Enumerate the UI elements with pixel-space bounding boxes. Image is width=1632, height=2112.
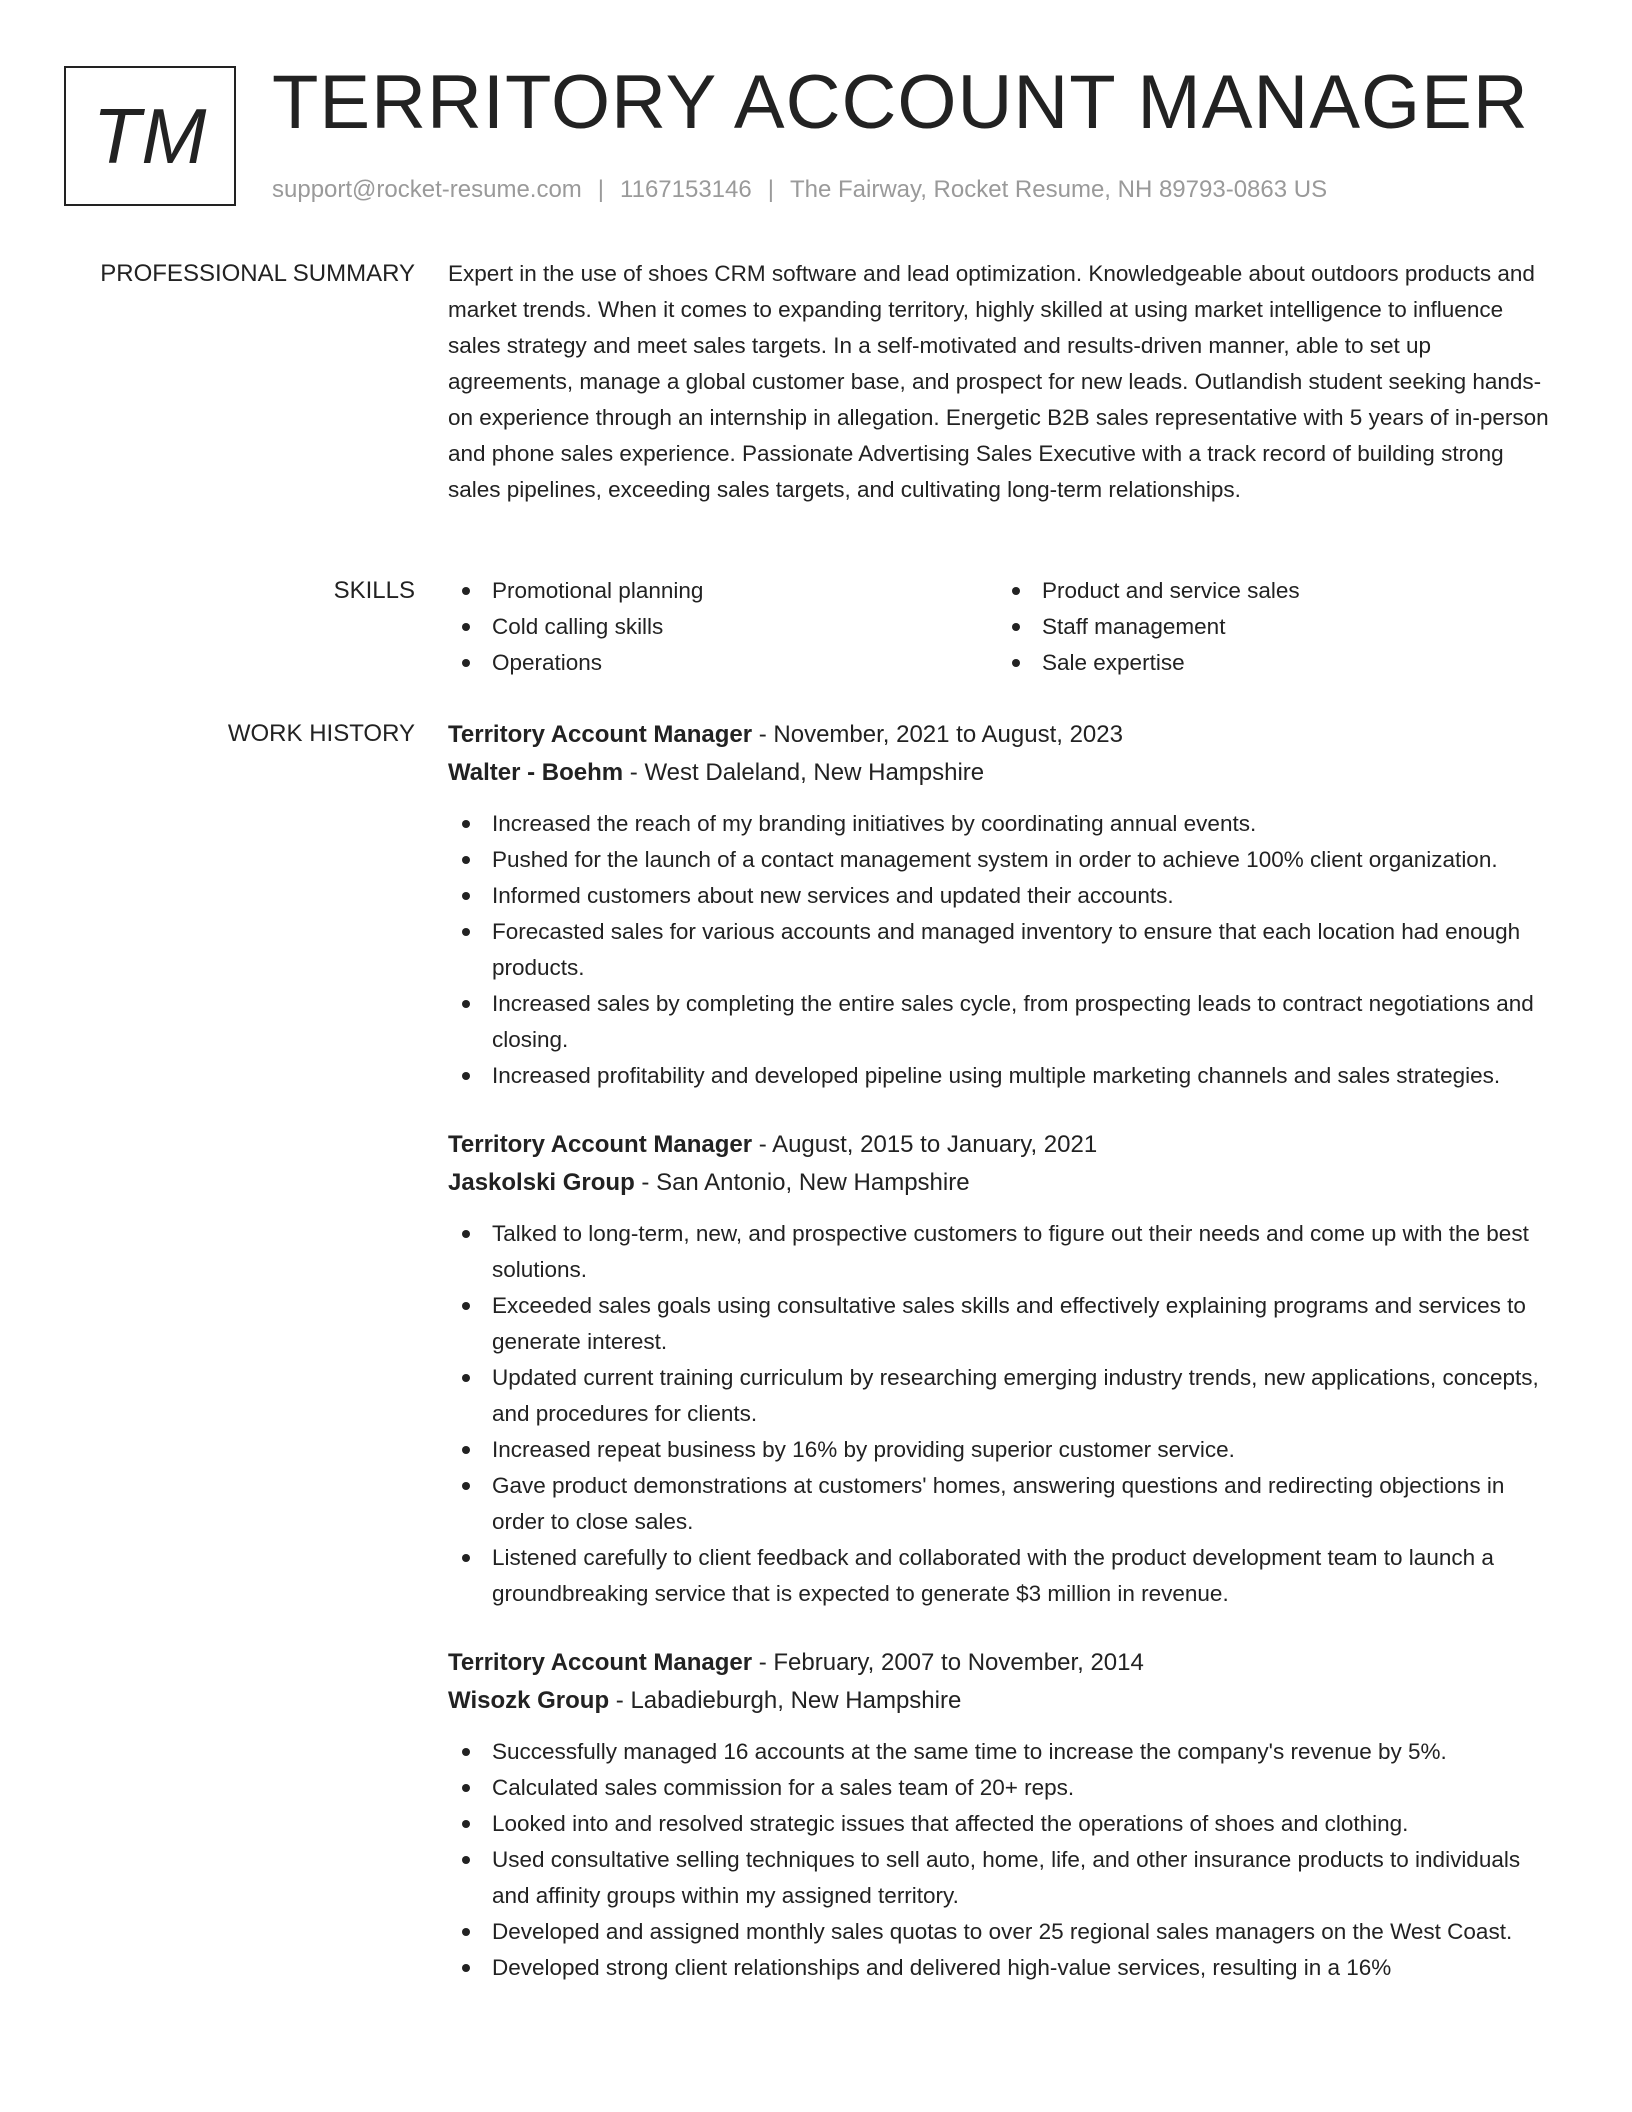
- skills-heading: SKILLS: [333, 577, 415, 604]
- job-bullet: Talked to long-term, new, and prospective customers to figure out their needs and come up with the best solutions.: [448, 1216, 1558, 1288]
- contact-email[interactable]: support@rocket-resume.com: [272, 176, 582, 203]
- job-title: Territory Account Manager: [448, 721, 753, 748]
- job-title-line: [448, 1644, 1558, 1682]
- job-bullet: Listened carefully to client feedback and collaborated with the product development team to launch a groundbreaking service that is expected to generate $3 million in revenue.: [448, 1540, 1558, 1612]
- job-location: - Labadieburgh, New Hampshire: [609, 1687, 962, 1714]
- job-bullet: Updated current training curriculum by researching emerging industry trends, new applications, concepts, and procedures for clients.: [448, 1360, 1558, 1432]
- job-bullet: Gave product demonstrations at customers' homes, answering questions and redirecting objections in order to close sales.: [448, 1468, 1558, 1540]
- skill-item: Staff management: [998, 609, 1548, 645]
- job-entry: [448, 1644, 1558, 1986]
- skill-item: Product and service sales: [998, 573, 1548, 609]
- job-company-line: [448, 1682, 1558, 1720]
- skills-body: [448, 573, 1558, 681]
- job-company-line: [448, 1164, 1558, 1202]
- skill-item: Sale expertise: [998, 645, 1548, 681]
- work-history-body: [448, 716, 1558, 2018]
- job-entry: [448, 1126, 1558, 1612]
- job-bullet-list: [448, 806, 1558, 1094]
- job-bullet: Developed strong client relationships and delivered high-value services, resulting in a 16%: [448, 1950, 1558, 1986]
- job-dates: - February, 2007 to November, 2014: [752, 1649, 1144, 1676]
- job-bullet-list: [448, 1216, 1558, 1612]
- skills-column-right: [998, 573, 1548, 681]
- skills-column-left: [448, 573, 998, 681]
- job-bullet: Increased profitability and developed pipeline using multiple marketing channels and sales strategies.: [448, 1058, 1558, 1094]
- summary-heading: PROFESSIONAL SUMMARY: [100, 260, 415, 287]
- job-bullet-list: [448, 1734, 1558, 1986]
- job-bullet: Exceeded sales goals using consultative sales skills and effectively explaining programs and services to generate interest.: [448, 1288, 1558, 1360]
- job-dates: - November, 2021 to August, 2023: [752, 721, 1123, 748]
- contact-line: [272, 172, 1327, 208]
- monogram-initials: TM: [92, 91, 208, 180]
- job-bullet: Increased the reach of my branding initiatives by coordinating annual events.: [448, 806, 1558, 842]
- job-location: - San Antonio, New Hampshire: [634, 1169, 970, 1196]
- resume-title: TERRITORY ACCOUNT MANAGER: [272, 60, 1529, 145]
- job-title: Territory Account Manager: [448, 1649, 753, 1676]
- monogram: [64, 66, 236, 206]
- job-company-line: [448, 754, 1558, 792]
- job-company: Walter - Boehm: [448, 759, 624, 786]
- skill-item: Promotional planning: [448, 573, 998, 609]
- job-bullet: Used consultative selling techniques to sell auto, home, life, and other insurance products to individuals and affinity groups within my assigned territory.: [448, 1842, 1558, 1914]
- job-company: Jaskolski Group: [448, 1169, 635, 1196]
- summary-text: Expert in the use of shoes CRM software and lead optimization. Knowledgeable about outdoors products and market trends. When it comes to expanding territory, highly skilled at using market intelligence to influence sales strategy and meet sales targets. In a self-motivated and results-driven manner, able to set up agreements, manage a global customer base, and prospect for new leads. Outlandish student seeking hands-on experience through an internship in allegation. Energetic B2B sales representative with 5 years of in-person and phone sales experience. Passionate Advertising Sales Executive with a track record of building strong sales pipelines, exceeding sales targets, and cultivating long-term relationships.: [448, 261, 1549, 502]
- job-bullet: Successfully managed 16 accounts at the same time to increase the company's revenue by 5%.: [448, 1734, 1558, 1770]
- job-dates: - August, 2015 to January, 2021: [752, 1131, 1098, 1158]
- job-title-line: [448, 1126, 1558, 1164]
- skill-item: Operations: [448, 645, 998, 681]
- contact-separator: |: [767, 176, 774, 203]
- contact-separator: |: [597, 176, 605, 203]
- job-bullet: Informed customers about new services and updated their accounts.: [448, 878, 1558, 914]
- job-bullet: Increased sales by completing the entire sales cycle, from prospecting leads to contract negotiations and closing.: [448, 986, 1558, 1058]
- skill-item: Cold calling skills: [448, 609, 998, 645]
- job-bullet: Increased repeat business by 16% by providing superior customer service.: [448, 1432, 1558, 1468]
- job-bullet: Looked into and resolved strategic issues that affected the operations of shoes and clothing.: [448, 1806, 1558, 1842]
- job-company: Wisozk Group: [448, 1687, 610, 1714]
- job-bullet: Calculated sales commission for a sales team of 20+ reps.: [448, 1770, 1558, 1806]
- contact-address: The Fairway, Rocket Resume, NH 89793-0863 US: [789, 176, 1328, 203]
- job-bullet: Forecasted sales for various accounts and managed inventory to ensure that each location had enough products.: [448, 914, 1558, 986]
- job-title: Territory Account Manager: [448, 1131, 753, 1158]
- work-history-heading: WORK HISTORY: [227, 720, 415, 747]
- job-title-line: [448, 716, 1558, 754]
- job-bullet: Developed and assigned monthly sales quotas to over 25 regional sales managers on the West Coast.: [448, 1914, 1558, 1950]
- job-bullet: Pushed for the launch of a contact management system in order to achieve 100% client organization.: [448, 842, 1558, 878]
- summary-body: [448, 256, 1558, 508]
- contact-phone[interactable]: 1167153146: [620, 176, 752, 203]
- job-location: - West Daleland, New Hampshire: [623, 759, 985, 786]
- job-entry: [448, 716, 1558, 1094]
